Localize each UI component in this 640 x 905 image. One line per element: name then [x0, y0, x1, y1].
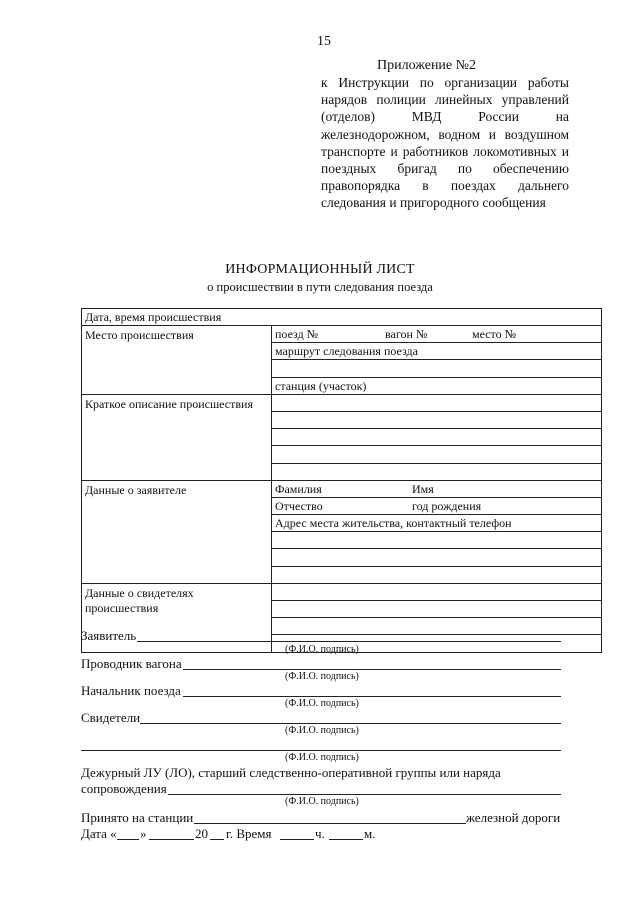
railway-label: железной дороги: [466, 810, 561, 825]
applicant-fields[interactable]: [272, 480, 602, 583]
signature-caption: (Ф.И.О. подпись): [285, 698, 359, 709]
hours-line[interactable]: [280, 839, 314, 840]
date-prefix: Дата «: [81, 826, 117, 841]
description-line[interactable]: [272, 429, 601, 446]
applicant-blank-line[interactable]: [272, 532, 601, 549]
incident-table: [81, 308, 602, 653]
car-number-label: вагон №: [385, 327, 428, 341]
birth-year-label: год рождения: [412, 498, 482, 513]
patronymic-label: Отчество: [275, 498, 323, 513]
train-line[interactable]: [272, 326, 601, 343]
description-label: Краткое описание происшествия: [82, 394, 272, 480]
conductor-signature-label: Проводник вагона: [81, 656, 182, 671]
route-line[interactable]: [272, 343, 601, 360]
instruction-reference: к Инструкции по организации работы нарядов полиции линейных управлений (отделов) МВД России на железнодорожном, водном и воздушном транспорте и работников локомотивных и поездных бригад по обеспечению правопорядка в поездах дальнего следования и пригородного сообщения: [321, 75, 569, 211]
year-line[interactable]: [210, 839, 224, 840]
month-line[interactable]: [149, 839, 194, 840]
description-line[interactable]: [272, 395, 601, 412]
year-prefix: 20: [195, 826, 208, 841]
conductor-signature-line[interactable]: [183, 669, 561, 670]
form-subtitle: о происшествии в пути следования поезда: [207, 280, 433, 294]
address-label: Адрес места жительства, контактный телефон: [275, 516, 512, 531]
applicant-signature-line[interactable]: [137, 641, 561, 642]
date-quote-close: »: [140, 826, 147, 841]
accepted-station-label: Принято на станции: [81, 810, 194, 825]
year-time-label: г. Время: [226, 826, 272, 841]
date-time-label: Дата, время происшествия: [85, 310, 222, 324]
address-line[interactable]: [272, 515, 601, 532]
duty-officer-signature-line[interactable]: [168, 794, 561, 795]
route-line-blank[interactable]: [272, 360, 601, 377]
description-line[interactable]: [272, 446, 601, 463]
surname-label: Фамилия: [275, 481, 322, 496]
name-label: Имя: [412, 481, 434, 496]
description-line[interactable]: [272, 412, 601, 429]
day-line[interactable]: [117, 839, 139, 840]
escort-label: сопровождения: [81, 781, 167, 796]
seat-number-label: место №: [472, 327, 517, 341]
minutes-label: м.: [364, 826, 376, 841]
minutes-line[interactable]: [329, 839, 363, 840]
train-chief-signature-line[interactable]: [183, 696, 561, 697]
page-number: 15: [317, 34, 331, 49]
signature-caption: (Ф.И.О. подпись): [285, 644, 359, 655]
hours-label: ч.: [315, 826, 325, 841]
applicant-signature-label: Заявитель: [81, 628, 137, 643]
applicant-blank-line[interactable]: [272, 549, 601, 566]
form-title: ИНФОРМАЦИОННЫЙ ЛИСТ: [225, 262, 415, 277]
witnesses-signature-line-2[interactable]: [81, 750, 561, 751]
signature-caption: (Ф.И.О. подпись): [285, 725, 359, 736]
description-fields[interactable]: [272, 394, 602, 480]
signature-caption: (Ф.И.О. подпись): [285, 671, 359, 682]
applicant-label: Данные о заявителе: [82, 480, 272, 583]
place-fields[interactable]: [272, 326, 602, 395]
station-line[interactable]: [272, 378, 601, 394]
signature-caption: (Ф.И.О. подпись): [285, 796, 359, 807]
station-label: станция (участок): [275, 378, 367, 393]
applicant-blank-line[interactable]: [272, 567, 601, 583]
accepted-station-line[interactable]: [194, 823, 466, 824]
witnesses-signature-line[interactable]: [140, 723, 561, 724]
route-label: маршрут следования поезда: [275, 344, 418, 359]
surname-line[interactable]: [272, 481, 601, 498]
signature-caption: (Ф.И.О. подпись): [285, 752, 359, 763]
train-number-label: поезд №: [275, 327, 319, 341]
witness-line[interactable]: [272, 584, 601, 601]
description-line[interactable]: [272, 464, 601, 480]
witnesses-label: Данные о свидетелях происшествия: [82, 583, 272, 652]
witness-line[interactable]: [272, 601, 601, 618]
witnesses-signature-label: Свидетели: [81, 710, 141, 725]
date-time-row[interactable]: [82, 309, 602, 326]
train-chief-signature-label: Начальник поезда: [81, 683, 181, 698]
patronymic-line[interactable]: [272, 498, 601, 515]
place-label: Место происшествия: [82, 326, 272, 395]
duty-officer-label: Дежурный ЛУ (ЛО), старший следственно-оперативной группы или наряда: [81, 765, 501, 780]
witness-line[interactable]: [272, 618, 601, 635]
appendix-heading: Приложение №2: [377, 58, 476, 73]
